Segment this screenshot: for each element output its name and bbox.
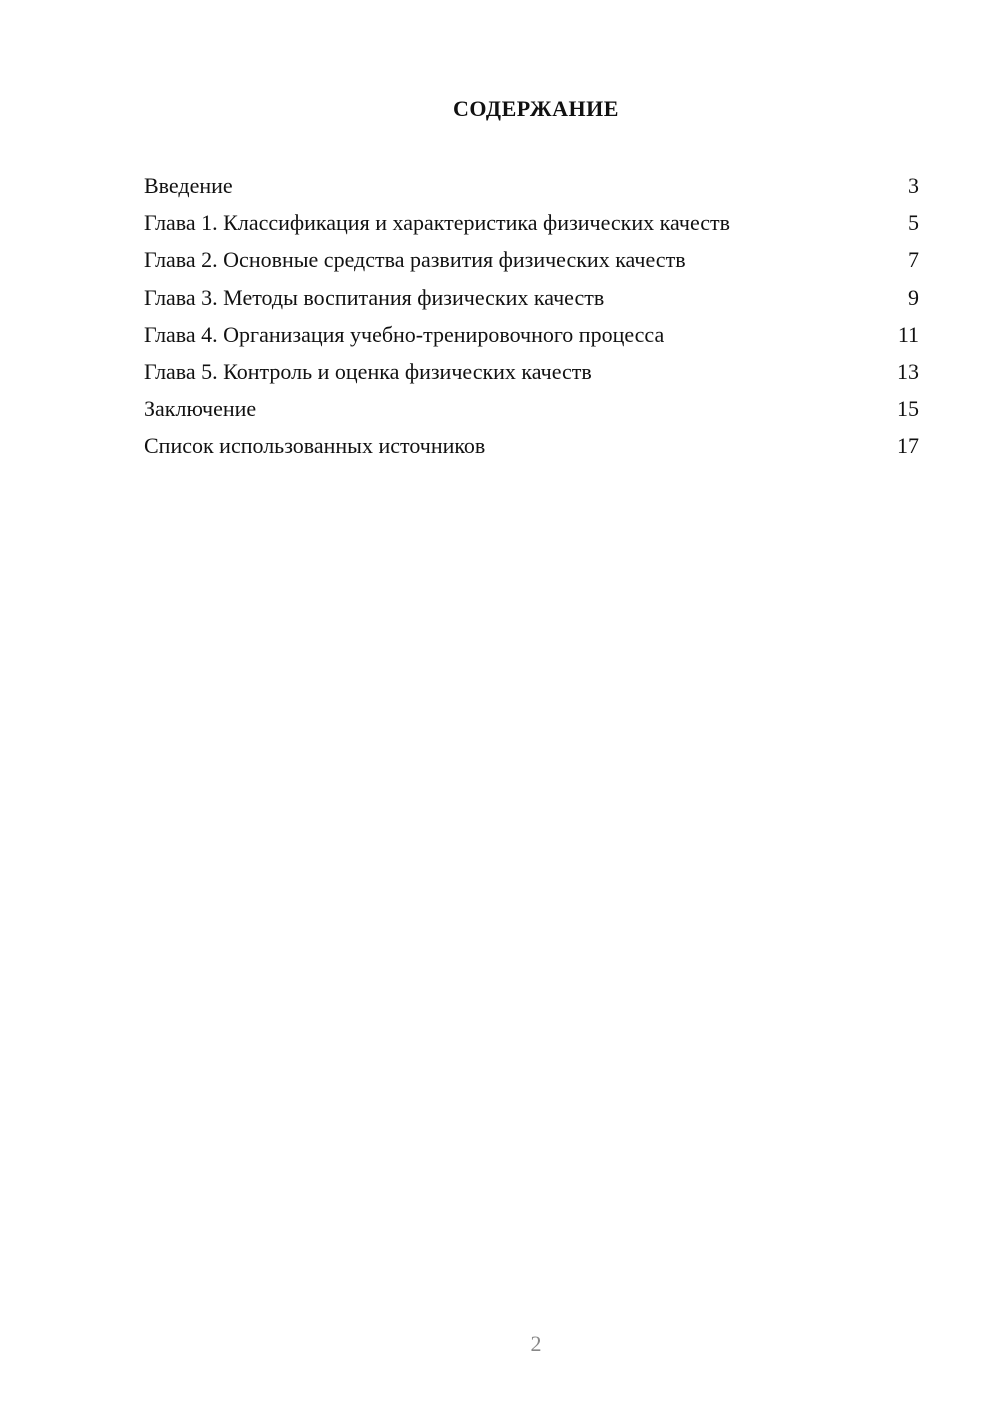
- toc-entry-page: 11: [897, 321, 919, 347]
- toc-entry-label: Заключение: [144, 396, 257, 422]
- toc-entry-label: Глава 4. Организация учебно-тренировочного процесса: [144, 321, 665, 347]
- toc-entry-introduction[interactable]: [144, 167, 919, 204]
- toc-entry-label: Глава 1. Классификация и характеристика физических качеств: [144, 210, 731, 236]
- toc-entry-page: 5: [908, 210, 919, 236]
- toc-entry-label: Список использованных источников: [144, 433, 486, 459]
- toc-entry-page: 3: [908, 173, 919, 198]
- page-title: СОДЕРЖАНИЕ: [453, 96, 619, 121]
- toc-entry-chapter-1[interactable]: [144, 204, 919, 241]
- toc-entry-chapter-3[interactable]: [144, 279, 919, 316]
- toc-entry-page: 7: [908, 247, 919, 273]
- toc-entry-page: 9: [908, 284, 919, 310]
- toc-entry-chapter-4[interactable]: [144, 316, 919, 353]
- toc-entry-label: Введение: [144, 173, 233, 198]
- toc-entry-chapter-2[interactable]: [144, 241, 919, 278]
- toc-entry-chapter-5[interactable]: [144, 353, 919, 390]
- toc-entry-references[interactable]: [144, 427, 919, 464]
- toc-entry-page: 15: [897, 396, 919, 422]
- toc-entry-label: Глава 2. Основные средства развития физических качеств: [144, 247, 686, 273]
- toc-entry-page: 17: [897, 433, 919, 459]
- toc-entry-page: 13: [897, 358, 919, 384]
- toc-entry-conclusion[interactable]: [144, 390, 919, 427]
- page-number: 2: [530, 1331, 542, 1356]
- toc-entry-label: Глава 3. Методы воспитания физических качеств: [144, 284, 605, 310]
- toc-entry-label: Глава 5. Контроль и оценка физических качеств: [144, 358, 592, 384]
- table-of-contents: [144, 167, 919, 465]
